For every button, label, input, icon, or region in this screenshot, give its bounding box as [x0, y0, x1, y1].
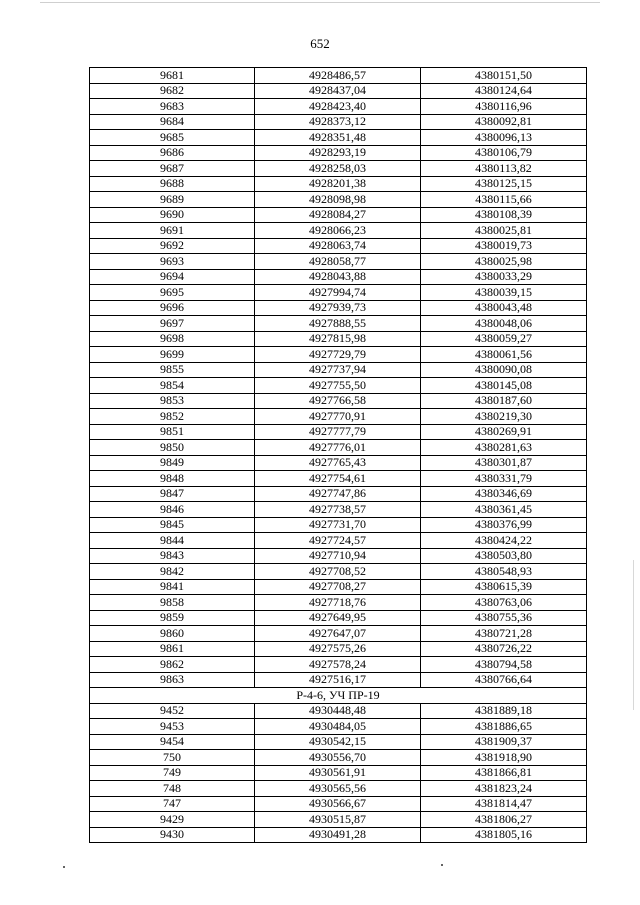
table-row: [90, 672, 587, 688]
point-number-cell: 9858: [90, 595, 255, 611]
point-number-cell: 9844: [90, 533, 255, 549]
y-coordinate-cell: 4380755,36: [421, 610, 587, 626]
y-coordinate-cell: 4380108,39: [421, 207, 587, 223]
table-row: [90, 409, 587, 425]
y-coordinate-cell: 4380048,06: [421, 316, 587, 332]
x-coordinate-cell: 4927737,94: [255, 362, 421, 378]
table-row: [90, 564, 587, 580]
scan-speck: [63, 866, 65, 868]
y-coordinate-cell: 4380092,81: [421, 114, 587, 130]
y-coordinate-cell: 4380346,69: [421, 486, 587, 502]
y-coordinate-cell: 4380281,63: [421, 440, 587, 456]
point-number-cell: 9696: [90, 300, 255, 316]
y-coordinate-cell: 4381918,90: [421, 750, 587, 766]
point-number-cell: 9429: [90, 812, 255, 828]
point-number-cell: 9854: [90, 378, 255, 394]
x-coordinate-cell: 4928066,23: [255, 223, 421, 239]
x-coordinate-cell: 4930556,70: [255, 750, 421, 766]
point-number-cell: 9690: [90, 207, 255, 223]
table-row: [90, 285, 587, 301]
y-coordinate-cell: 4380124,64: [421, 83, 587, 99]
point-number-cell: 9851: [90, 424, 255, 440]
x-coordinate-cell: 4927939,73: [255, 300, 421, 316]
y-coordinate-cell: 4380763,06: [421, 595, 587, 611]
table-row: [90, 440, 587, 456]
page-number: 652: [310, 36, 330, 51]
point-number-cell: 9853: [90, 393, 255, 409]
point-number-cell: 9683: [90, 99, 255, 115]
point-number-cell: 9691: [90, 223, 255, 239]
x-coordinate-cell: 4927708,52: [255, 564, 421, 580]
table-row: [90, 378, 587, 394]
table-row: [90, 269, 587, 285]
point-number-cell: 9846: [90, 502, 255, 518]
y-coordinate-cell: 4380219,30: [421, 409, 587, 425]
point-number-cell: 9689: [90, 192, 255, 208]
point-number-cell: 9697: [90, 316, 255, 332]
x-coordinate-cell: 4928258,03: [255, 161, 421, 177]
x-coordinate-cell: 4927754,61: [255, 471, 421, 487]
x-coordinate-cell: 4930566,67: [255, 796, 421, 812]
point-number-cell: 9698: [90, 331, 255, 347]
y-coordinate-cell: 4380424,22: [421, 533, 587, 549]
y-coordinate-cell: 4380090,08: [421, 362, 587, 378]
y-coordinate-cell: 4380301,87: [421, 455, 587, 471]
y-coordinate-cell: 4380269,91: [421, 424, 587, 440]
table-row: [90, 176, 587, 192]
point-number-cell: 9850: [90, 440, 255, 456]
point-number-cell: 9699: [90, 347, 255, 363]
table-row: [90, 796, 587, 812]
y-coordinate-cell: 4380033,29: [421, 269, 587, 285]
table-row: [90, 827, 587, 843]
x-coordinate-cell: 4928058,77: [255, 254, 421, 270]
table-row: [90, 765, 587, 781]
x-coordinate-cell: 4927578,24: [255, 657, 421, 673]
x-coordinate-cell: 4927776,01: [255, 440, 421, 456]
point-number-cell: 9847: [90, 486, 255, 502]
point-number-cell: 748: [90, 781, 255, 797]
x-coordinate-cell: 4927724,57: [255, 533, 421, 549]
table-row: [90, 610, 587, 626]
table-row: [90, 703, 587, 719]
y-coordinate-cell: 4381814,47: [421, 796, 587, 812]
table-row: [90, 207, 587, 223]
x-coordinate-cell: 4927777,79: [255, 424, 421, 440]
x-coordinate-cell: 4927766,58: [255, 393, 421, 409]
y-coordinate-cell: 4380025,98: [421, 254, 587, 270]
section-label: Р-4-6, УЧ ПР-19: [90, 688, 587, 704]
table-row: [90, 161, 587, 177]
y-coordinate-cell: 4380145,08: [421, 378, 587, 394]
point-number-cell: 9454: [90, 734, 255, 750]
table-row: [90, 471, 587, 487]
y-coordinate-cell: 4381806,27: [421, 812, 587, 828]
y-coordinate-cell: 4381805,16: [421, 827, 587, 843]
x-coordinate-cell: 4927649,95: [255, 610, 421, 626]
table-row: [90, 750, 587, 766]
table-row: [90, 114, 587, 130]
point-number-cell: 9855: [90, 362, 255, 378]
y-coordinate-cell: 4380115,66: [421, 192, 587, 208]
y-coordinate-cell: 4380061,56: [421, 347, 587, 363]
y-coordinate-cell: 4380096,13: [421, 130, 587, 146]
x-coordinate-cell: 4927765,43: [255, 455, 421, 471]
y-coordinate-cell: 4381866,81: [421, 765, 587, 781]
point-number-cell: 9453: [90, 719, 255, 735]
x-coordinate-cell: 4928043,88: [255, 269, 421, 285]
x-coordinate-cell: 4928063,74: [255, 238, 421, 254]
point-number-cell: 9694: [90, 269, 255, 285]
table-row: [90, 362, 587, 378]
table-row: [90, 579, 587, 595]
table-row: [90, 223, 587, 239]
x-coordinate-cell: 4927729,79: [255, 347, 421, 363]
x-coordinate-cell: 4927747,86: [255, 486, 421, 502]
x-coordinate-cell: 4928201,38: [255, 176, 421, 192]
x-coordinate-cell: 4927888,55: [255, 316, 421, 332]
coordinates-table-body: [90, 68, 587, 843]
x-coordinate-cell: 4930542,15: [255, 734, 421, 750]
x-coordinate-cell: 4928437,04: [255, 83, 421, 99]
x-coordinate-cell: 4930448,48: [255, 703, 421, 719]
x-coordinate-cell: 4927994,74: [255, 285, 421, 301]
y-coordinate-cell: 4381909,37: [421, 734, 587, 750]
x-coordinate-cell: 4927755,50: [255, 378, 421, 394]
y-coordinate-cell: 4380794,58: [421, 657, 587, 673]
table-row: [90, 517, 587, 533]
point-number-cell: 9692: [90, 238, 255, 254]
x-coordinate-cell: 4927708,27: [255, 579, 421, 595]
table-row: [90, 316, 587, 332]
point-number-cell: 9862: [90, 657, 255, 673]
point-number-cell: 749: [90, 765, 255, 781]
y-coordinate-cell: 4380125,15: [421, 176, 587, 192]
y-coordinate-cell: 4380361,45: [421, 502, 587, 518]
y-coordinate-cell: 4380615,39: [421, 579, 587, 595]
point-number-cell: 9843: [90, 548, 255, 564]
x-coordinate-cell: 4928084,27: [255, 207, 421, 223]
x-coordinate-cell: 4927738,57: [255, 502, 421, 518]
y-coordinate-cell: 4380106,79: [421, 145, 587, 161]
y-coordinate-cell: 4380726,22: [421, 641, 587, 657]
x-coordinate-cell: 4930565,56: [255, 781, 421, 797]
section-row: [90, 688, 587, 704]
x-coordinate-cell: 4928373,12: [255, 114, 421, 130]
table-row: [90, 347, 587, 363]
point-number-cell: 9848: [90, 471, 255, 487]
y-coordinate-cell: 4380025,81: [421, 223, 587, 239]
y-coordinate-cell: 4380113,82: [421, 161, 587, 177]
y-coordinate-cell: 4380376,99: [421, 517, 587, 533]
table-row: [90, 781, 587, 797]
table-row: [90, 486, 587, 502]
x-coordinate-cell: 4928293,19: [255, 145, 421, 161]
y-coordinate-cell: 4380116,96: [421, 99, 587, 115]
table-row: [90, 626, 587, 642]
table-row: [90, 641, 587, 657]
y-coordinate-cell: 4380503,80: [421, 548, 587, 564]
x-coordinate-cell: 4928098,98: [255, 192, 421, 208]
table-row: [90, 424, 587, 440]
table-row: [90, 548, 587, 564]
point-number-cell: 9452: [90, 703, 255, 719]
point-number-cell: 9842: [90, 564, 255, 580]
table-row: [90, 657, 587, 673]
point-number-cell: 9430: [90, 827, 255, 843]
x-coordinate-cell: 4930491,28: [255, 827, 421, 843]
point-number-cell: 9681: [90, 68, 255, 84]
y-coordinate-cell: 4380043,48: [421, 300, 587, 316]
y-coordinate-cell: 4380019,73: [421, 238, 587, 254]
x-coordinate-cell: 4927516,17: [255, 672, 421, 688]
y-coordinate-cell: 4381886,65: [421, 719, 587, 735]
scan-edge-mark: [633, 560, 634, 710]
x-coordinate-cell: 4928351,48: [255, 130, 421, 146]
x-coordinate-cell: 4928423,40: [255, 99, 421, 115]
top-border-line: [40, 2, 600, 3]
x-coordinate-cell: 4927710,94: [255, 548, 421, 564]
point-number-cell: 9859: [90, 610, 255, 626]
table-row: [90, 130, 587, 146]
table-row: [90, 393, 587, 409]
point-number-cell: 9688: [90, 176, 255, 192]
table-row: [90, 734, 587, 750]
y-coordinate-cell: 4380151,50: [421, 68, 587, 84]
scan-speck: [441, 864, 443, 866]
y-coordinate-cell: 4380331,79: [421, 471, 587, 487]
point-number-cell: 747: [90, 796, 255, 812]
x-coordinate-cell: 4930484,05: [255, 719, 421, 735]
table-row: [90, 254, 587, 270]
table-row: [90, 238, 587, 254]
table-row: [90, 300, 587, 316]
point-number-cell: 9685: [90, 130, 255, 146]
point-number-cell: 9693: [90, 254, 255, 270]
x-coordinate-cell: 4927718,76: [255, 595, 421, 611]
table-row: [90, 83, 587, 99]
y-coordinate-cell: 4380039,15: [421, 285, 587, 301]
x-coordinate-cell: 4927731,70: [255, 517, 421, 533]
point-number-cell: 9863: [90, 672, 255, 688]
y-coordinate-cell: 4380187,60: [421, 393, 587, 409]
x-coordinate-cell: 4928486,57: [255, 68, 421, 84]
table-row: [90, 533, 587, 549]
point-number-cell: 9852: [90, 409, 255, 425]
y-coordinate-cell: 4380548,93: [421, 564, 587, 580]
table-row: [90, 455, 587, 471]
x-coordinate-cell: 4927815,98: [255, 331, 421, 347]
table-row: [90, 145, 587, 161]
y-coordinate-cell: 4380721,28: [421, 626, 587, 642]
table-row: [90, 192, 587, 208]
x-coordinate-cell: 4930561,91: [255, 765, 421, 781]
table-row: [90, 68, 587, 84]
point-number-cell: 9849: [90, 455, 255, 471]
x-coordinate-cell: 4930515,87: [255, 812, 421, 828]
table-row: [90, 812, 587, 828]
x-coordinate-cell: 4927647,07: [255, 626, 421, 642]
point-number-cell: 9687: [90, 161, 255, 177]
y-coordinate-cell: 4381823,24: [421, 781, 587, 797]
y-coordinate-cell: 4381889,18: [421, 703, 587, 719]
point-number-cell: 9860: [90, 626, 255, 642]
point-number-cell: 9841: [90, 579, 255, 595]
coordinates-table: [89, 67, 587, 843]
table-row: [90, 99, 587, 115]
point-number-cell: 9684: [90, 114, 255, 130]
table-row: [90, 331, 587, 347]
table-row: [90, 719, 587, 735]
point-number-cell: 9695: [90, 285, 255, 301]
point-number-cell: 750: [90, 750, 255, 766]
x-coordinate-cell: 4927575,26: [255, 641, 421, 657]
table-row: [90, 595, 587, 611]
table-row: [90, 502, 587, 518]
point-number-cell: 9845: [90, 517, 255, 533]
point-number-cell: 9686: [90, 145, 255, 161]
y-coordinate-cell: 4380059,27: [421, 331, 587, 347]
y-coordinate-cell: 4380766,64: [421, 672, 587, 688]
point-number-cell: 9682: [90, 83, 255, 99]
point-number-cell: 9861: [90, 641, 255, 657]
x-coordinate-cell: 4927770,91: [255, 409, 421, 425]
